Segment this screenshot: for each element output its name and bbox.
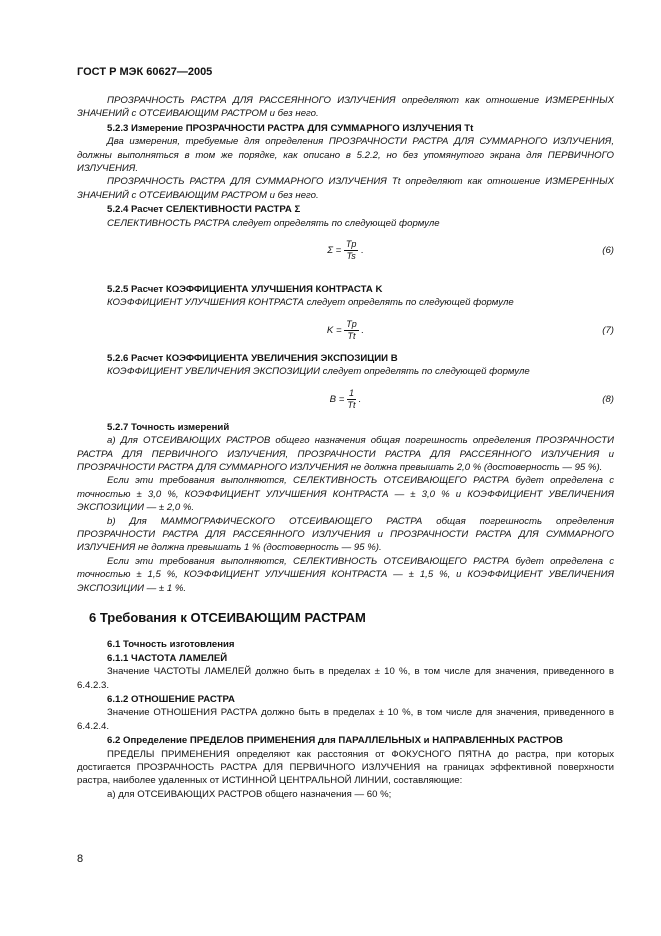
section-heading-5-2-3: 5.2.3 Измерение ПРОЗРАЧНОСТИ РАСТРА ДЛЯ СУММАРНОГО ИЗЛУЧЕНИЯ Tt xyxy=(107,122,474,134)
paragraph: b) Для МАММОГРАФИЧЕСКОГО ОТСЕИВАЮЩЕГО РАСТРА общая погрешность определения ПРОЗРАЧНОСТИ РАСТРА ДЛЯ РАССЕЯННОГО ИЗЛУЧЕНИЯ и ПРОЗРАЧНОСТИ РАСТРА ДЛЯ СУММАРНОГО ИЗЛУЧЕНИЯ не должна превышать 1 % (достоверность — 95 %). xyxy=(77,515,614,554)
page-number: 8 xyxy=(77,853,84,865)
section-heading-5-2-4: 5.2.4 Расчет СЕЛЕКТИВНОСТИ РАСТРА Σ xyxy=(107,204,301,216)
paragraph: КОЭФФИЦИЕНТ УВЕЛИЧЕНИЯ ЭКСПОЗИЦИИ следует определять по следующей формуле xyxy=(107,366,530,378)
formula-lhs: K = xyxy=(326,324,342,336)
paragraph: Значение ЧАСТОТЫ ЛАМЕЛЕЙ должно быть в пределах ± 10 %, в том числе для значения, приведенного в 6.4.2.3. xyxy=(77,666,614,691)
formula-denominator: Ts xyxy=(346,251,356,262)
document-header: ГОСТ Р МЭК 60627—2005 xyxy=(77,66,213,78)
formula-numerator: Tp xyxy=(346,318,357,329)
formula-number: (7) xyxy=(602,324,614,336)
section-heading-5-2-5: 5.2.5 Расчет КОЭФФИЦИЕНТА УЛУЧШЕНИЯ КОНТРАСТА K xyxy=(107,284,383,296)
formula-denominator: Tt xyxy=(347,330,356,341)
paragraph: ПРОЗРАЧНОСТЬ РАСТРА ДЛЯ СУММАРНОГО ИЗЛУЧЕНИЯ Tt определяют как отношение ИЗМЕРЕННЫХ ЗНАЧЕНИЙ с ОТСЕИВАЮЩИМ РАСТРОМ и без него. xyxy=(77,176,614,201)
formula-number: (6) xyxy=(602,245,614,257)
formula-lhs: B = xyxy=(329,393,345,405)
chapter-heading-6: 6 Требования к ОТСЕИВАЮЩИМ РАСТРАМ xyxy=(89,609,366,625)
paragraph: Два измерения, требуемые для определения ПРОЗРАЧНОСТИ РАСТРА ДЛЯ СУММАРНОГО ИЗЛУЧЕНИЯ, должны выполняться в том же порядке, как описано в 5.2.2, но без упомянутого экрана для ПЕРВИЧНОГО ИЗЛУЧЕНИЯ. xyxy=(77,136,614,175)
formula-6 xyxy=(77,236,614,266)
section-heading-6-1: 6.1 Точность изготовления xyxy=(107,639,235,651)
paragraph: ПРОЗРАЧНОСТЬ РАСТРА ДЛЯ РАССЕЯННОГО ИЗЛУЧЕНИЯ определяют как отношение ИЗМЕРЕННЫХ ЗНАЧЕНИЙ с ОТСЕИВАЮЩИМ РАСТРОМ и без него. xyxy=(77,95,614,120)
formula-numerator: 1 xyxy=(348,387,354,398)
formula-lhs: Σ = xyxy=(327,245,342,257)
paragraph: ПРЕДЕЛЫ ПРИМЕНЕНИЯ определяют как расстояния от ФОКУСНОГО ПЯТНА до растра, при которых достигается ПРОЗРАЧНОСТЬ РАСТРА ДЛЯ ПЕРВИЧНОГО ИЗЛУЧЕНИЯ на границах эффективной поверхности растра, наиболее удаленных от ИСТИННОЙ ЦЕНТРАЛЬНОЙ ЛИНИИ, составляющие: xyxy=(77,748,614,787)
paragraph: Если эти требования выполняются, СЕЛЕКТИВНОСТЬ ОТСЕИВАЮЩЕГО РАСТРА будет определена с точностью ± 3,0 %, КОЭФФИЦИЕНТ УЛУЧШЕНИЯ КОНТРАСТА — ± 3,0 % и КОЭФФИЦИЕНТ УВЕЛИЧЕНИЯ ЭКСПОЗИЦИИ — ± 2,0 %. xyxy=(77,475,614,514)
section-heading-5-2-6: 5.2.6 Расчет КОЭФФИЦИЕНТА УВЕЛИЧЕНИЯ ЭКСПОЗИЦИИ B xyxy=(107,352,398,364)
paragraph: Если эти требования выполняются, СЕЛЕКТИВНОСТЬ ОТСЕИВАЮЩЕГО РАСТРА будет определена с точностью ± 1,5 %, КОЭФФИЦИЕНТ УЛУЧШЕНИЯ КОНТРАСТА — ± 1,5 %, и КОЭФФИЦИЕНТ УВЕЛИЧЕНИЯ ЭКСПОЗИЦИИ — ± 1 %. xyxy=(77,555,614,594)
formula-tail: . xyxy=(358,393,362,405)
paragraph: Значение ОТНОШЕНИЯ РАСТРА должно быть в пределах ± 10 %, в том числе для значения, приведенного в 6.4.2.4. xyxy=(77,707,614,732)
formula-7 xyxy=(77,316,614,346)
formula-denominator: Tt xyxy=(347,399,356,410)
paragraph: КОЭФФИЦИЕНТ УЛУЧШЕНИЯ КОНТРАСТА следует определять по следующей формуле xyxy=(107,297,514,309)
section-heading-6-2: 6.2 Определение ПРЕДЕЛОВ ПРИМЕНЕНИЯ для ПАРАЛЛЕЛЬНЫХ и НАПРАВЛЕННЫХ РАСТРОВ xyxy=(107,735,563,747)
page-content xyxy=(77,94,614,801)
formula-8 xyxy=(77,385,614,415)
paragraph: СЕЛЕКТИВНОСТЬ РАСТРА следует определять по следующей формуле xyxy=(107,217,440,229)
formula-tail: . xyxy=(361,324,365,336)
formula-numerator: Tp xyxy=(345,239,357,250)
formula-number: (8) xyxy=(602,393,614,405)
section-heading-6-1-1: 6.1.1 ЧАСТОТА ЛАМЕЛЕЙ xyxy=(107,652,228,664)
paragraph: a) Для ОТСЕИВАЮЩИХ РАСТРОВ общего назначения общая погрешность определения ПРОЗРАЧНОСТИ РАСТРА ДЛЯ ПЕРВИЧНОГО ИЗЛУЧЕНИЯ, ПРОЗРАЧНОСТИ РАСТРА ДЛЯ РАССЕЯННОГО ИЗЛУЧЕНИЯ и ПРОЗРАЧНОСТИ РАСТРА ДЛЯ СУММАРНОГО ИЗЛУЧЕНИЯ не должна превышать 2,0 % (достоверность — 95 %). xyxy=(77,435,614,473)
section-heading-6-1-2: 6.1.2 ОТНОШЕНИЕ РАСТРА xyxy=(107,694,235,705)
formula-tail: . xyxy=(361,245,364,257)
section-heading-5-2-7: 5.2.7 Точность измерений xyxy=(107,421,230,433)
paragraph: a) для ОТСЕИВАЮЩИХ РАСТРОВ общего назначения — 60 %; xyxy=(107,788,392,800)
